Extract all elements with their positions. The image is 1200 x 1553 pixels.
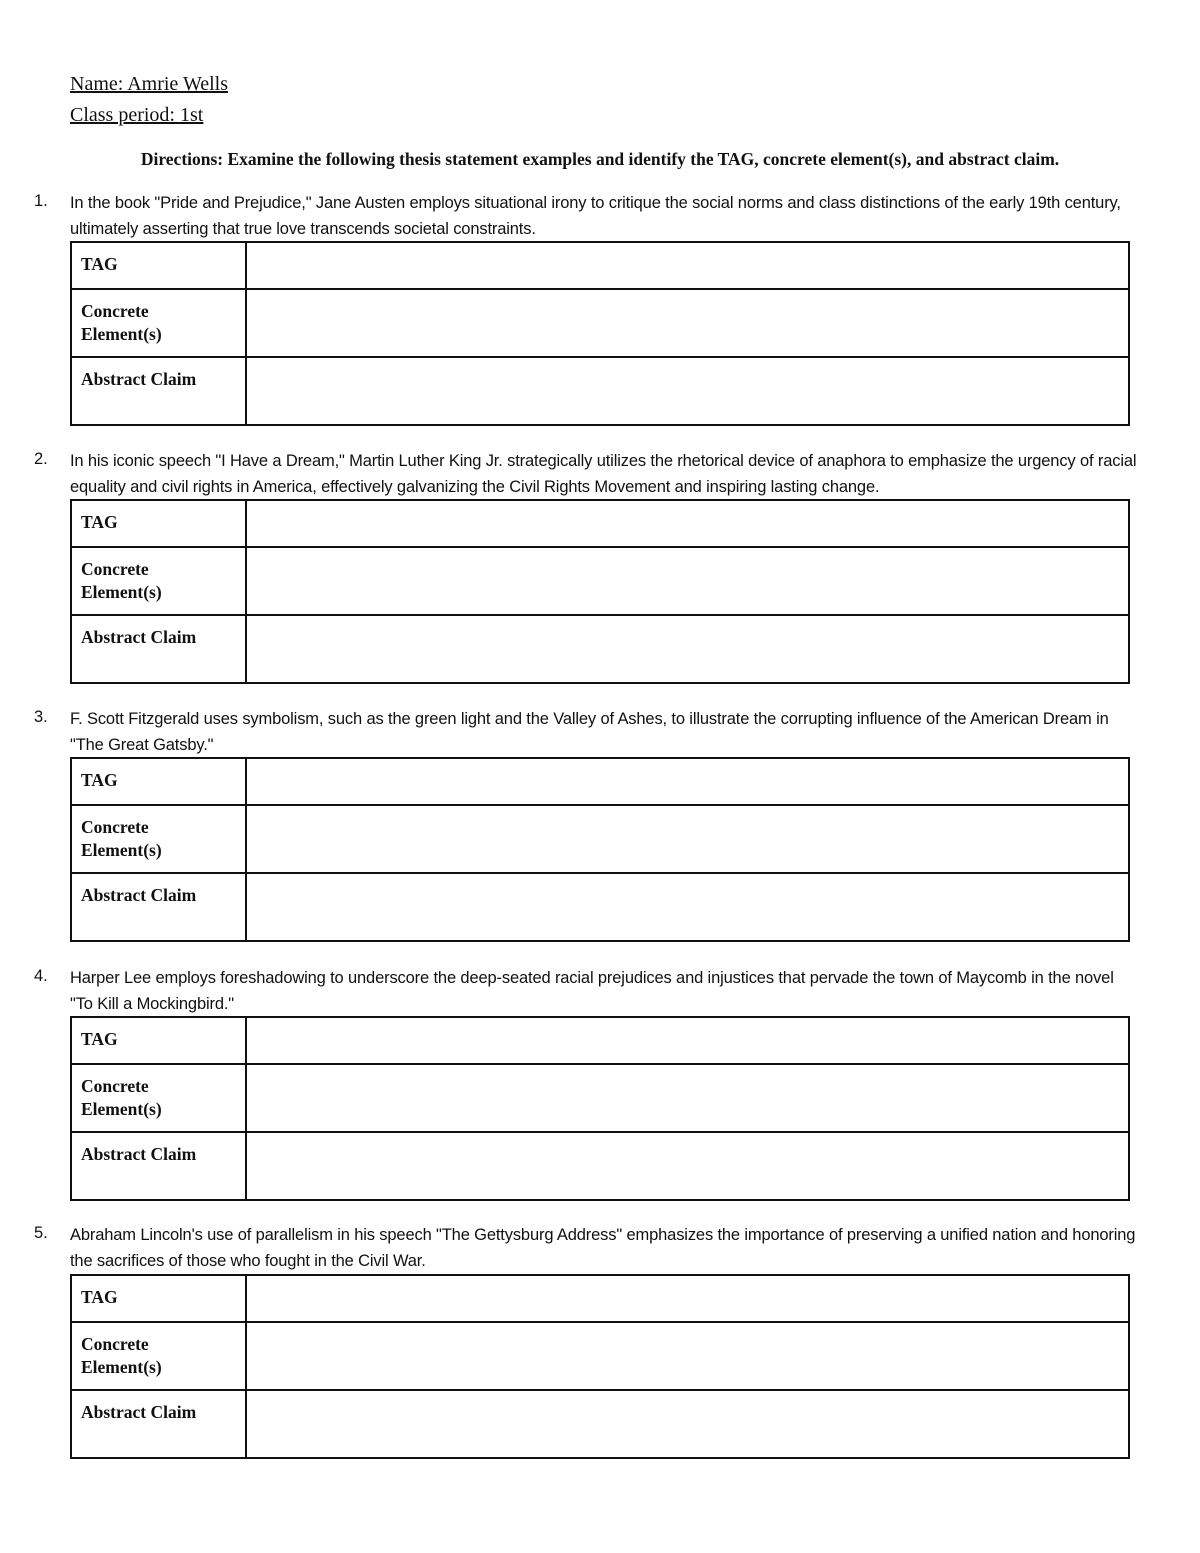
question-1-answer-table	[70, 241, 1130, 426]
abstract-claim-label: Abstract Claim	[71, 615, 246, 683]
question-3-number: 3.	[34, 708, 48, 726]
abstract-claim-answer-field[interactable]	[246, 615, 1129, 683]
abstract-claim-label: Abstract Claim	[71, 1390, 246, 1458]
question-2-text: In his iconic speech "I Have a Dream," Martin Luther King Jr. strategically utilizes the rhetorical device of anaphora to emphasize the urgency of racial equality and civil rights in America, effectively galvanizing the Civil Rights Movement and inspiring lasting change.	[70, 452, 1137, 496]
concrete-label-line2: Element(s)	[81, 840, 162, 860]
concrete-elements-answer-field[interactable]	[246, 547, 1129, 615]
concrete-label-line2: Element(s)	[81, 1357, 162, 1377]
abstract-claim-answer-field[interactable]	[246, 1132, 1129, 1200]
class-period: Class period: 1st	[70, 104, 204, 126]
concrete-elements-label	[71, 1064, 246, 1132]
concrete-label-line2: Element(s)	[81, 582, 162, 602]
abstract-claim-answer-field[interactable]	[246, 1390, 1129, 1458]
concrete-label-line1: Concrete	[81, 1076, 149, 1096]
question-2-answer-table	[70, 499, 1130, 684]
concrete-label-line2: Element(s)	[81, 1099, 162, 1119]
abstract-claim-answer-field[interactable]	[246, 357, 1129, 425]
concrete-label-line1: Concrete	[81, 301, 149, 321]
concrete-elements-label	[71, 547, 246, 615]
question-3-text: F. Scott Fitzgerald uses symbolism, such as the green light and the Valley of Ashes, to illustrate the corrupting influence of the American Dream in "The Great Gatsby."	[70, 710, 1109, 754]
abstract-claim-label: Abstract Claim	[71, 1132, 246, 1200]
tag-label: TAG	[71, 242, 246, 289]
question-3-answer-table	[70, 757, 1130, 942]
concrete-elements-label	[71, 805, 246, 873]
tag-answer-field[interactable]	[246, 500, 1129, 547]
question-4-text: Harper Lee employs foreshadowing to underscore the deep-seated racial prejudices and injustices that pervade the town of Maycomb in the novel "To Kill a Mockingbird."	[70, 969, 1114, 1013]
concrete-label-line1: Concrete	[81, 559, 149, 579]
question-4-number: 4.	[34, 967, 48, 985]
concrete-label-line1: Concrete	[81, 817, 149, 837]
concrete-label-line2: Element(s)	[81, 324, 162, 344]
concrete-elements-label	[71, 289, 246, 357]
question-4-answer-table	[70, 1016, 1130, 1201]
tag-label: TAG	[71, 1275, 246, 1322]
tag-answer-field[interactable]	[246, 758, 1129, 805]
concrete-elements-answer-field[interactable]	[246, 1064, 1129, 1132]
tag-answer-field[interactable]	[246, 1275, 1129, 1322]
concrete-elements-answer-field[interactable]	[246, 1322, 1129, 1390]
question-5-text: Abraham Lincoln's use of parallelism in his speech "The Gettysburg Address" emphasizes the importance of preserving a unified nation and honoring the sacrifices of those who fought in the Civil War.	[70, 1226, 1136, 1270]
abstract-claim-label: Abstract Claim	[71, 873, 246, 941]
tag-label: TAG	[71, 1017, 246, 1064]
question-5-answer-table	[70, 1274, 1130, 1459]
abstract-claim-answer-field[interactable]	[246, 873, 1129, 941]
tag-answer-field[interactable]	[246, 242, 1129, 289]
tag-label: TAG	[71, 758, 246, 805]
concrete-elements-label	[71, 1322, 246, 1390]
question-2-number: 2.	[34, 450, 48, 468]
concrete-elements-answer-field[interactable]	[246, 805, 1129, 873]
concrete-label-line1: Concrete	[81, 1334, 149, 1354]
question-5-number: 5.	[34, 1224, 48, 1242]
tag-label: TAG	[71, 500, 246, 547]
student-name: Name: Amrie Wells	[70, 73, 228, 95]
concrete-elements-answer-field[interactable]	[246, 289, 1129, 357]
directions-text: Directions: Examine the following thesis statement examples and identify the TAG, concrete element(s), and abstract claim.	[140, 149, 1060, 169]
question-1-text: In the book "Pride and Prejudice," Jane Austen employs situational irony to critique the social norms and class distinctions of the early 19th century, ultimately asserting that true love transcends societal constraints.	[70, 194, 1121, 238]
abstract-claim-label: Abstract Claim	[71, 357, 246, 425]
question-1-number: 1.	[34, 192, 48, 210]
tag-answer-field[interactable]	[246, 1017, 1129, 1064]
